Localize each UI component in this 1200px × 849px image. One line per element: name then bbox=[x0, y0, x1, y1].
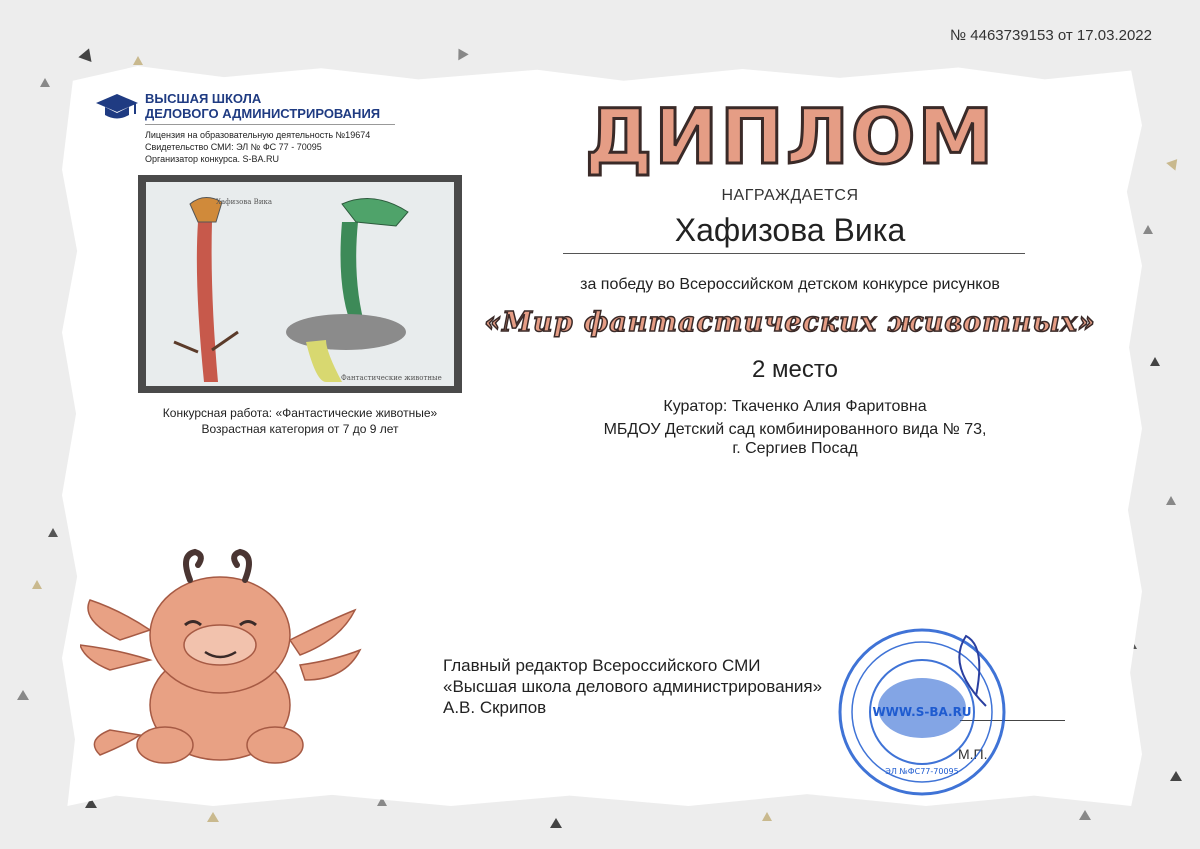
document-number: № 4463739153 от 17.03.2022 bbox=[950, 27, 1152, 44]
decor-triangle bbox=[48, 528, 58, 537]
decor-triangle bbox=[1143, 225, 1153, 234]
artwork-caption bbox=[110, 405, 490, 437]
age-category: Возрастная категория от 7 до 9 лет bbox=[201, 422, 399, 436]
decor-triangle bbox=[133, 56, 143, 65]
organizer-name bbox=[145, 91, 380, 121]
stamp-site-text: WWW.S-BA.RU bbox=[872, 705, 972, 719]
decor-triangle bbox=[1166, 155, 1182, 170]
decor-triangle bbox=[1150, 357, 1160, 366]
svg-text:Хафизова Вика: Хафизова Вика bbox=[216, 198, 273, 206]
organizer-name-line1: ВЫСШАЯ ШКОЛА bbox=[145, 91, 262, 106]
stamp-reg-text: ЭЛ №ФС77-70095 bbox=[885, 767, 959, 776]
svg-text:Фантастические животные: Фантастические животные bbox=[341, 374, 442, 382]
signer-position-line1: Главный редактор Всероссийского СМИ bbox=[443, 656, 761, 675]
recipient-underline bbox=[563, 253, 1025, 254]
decor-triangle bbox=[207, 812, 219, 822]
decor-triangle bbox=[1079, 810, 1091, 820]
institution-line1: МБДОУ Детский сад комбинированного вида № 73, bbox=[603, 421, 987, 438]
decor-triangle bbox=[17, 690, 29, 700]
decor-triangle bbox=[453, 46, 468, 61]
decor-triangle bbox=[1170, 771, 1182, 781]
diploma-title: ДИПЛОМ bbox=[584, 92, 996, 181]
certificate-text: Свидетельство СМИ: ЭЛ № ФС 77 - 70095 bbox=[145, 142, 322, 152]
decor-triangle bbox=[32, 580, 42, 589]
artwork-photo bbox=[146, 182, 454, 386]
decor-triangle bbox=[78, 46, 95, 62]
logo-divider bbox=[145, 124, 395, 125]
decor-triangle bbox=[762, 812, 772, 821]
decor-triangle bbox=[40, 78, 50, 87]
organizer-name-line2: ДЕЛОВОГО АДМИНИСТРИРОВАНИЯ bbox=[145, 106, 381, 121]
place-awarded: 2 место bbox=[752, 356, 838, 383]
dragon-mascot-illustration bbox=[80, 540, 365, 770]
decor-triangle bbox=[1166, 496, 1176, 505]
official-seal-stamp bbox=[836, 626, 1008, 798]
license-text: Лицензия на образовательную деятельность №19674 bbox=[145, 130, 371, 140]
curator-name: Куратор: Ткаченко Алия Фаритовна bbox=[663, 398, 927, 415]
stamp-mark-label: М.П. bbox=[958, 746, 988, 762]
artwork-title: Конкурсная работа: «Фантастические животные» bbox=[162, 406, 438, 420]
institution bbox=[540, 420, 1050, 458]
signer-name: А.В. Скрипов bbox=[443, 698, 547, 717]
decor-triangle bbox=[550, 818, 562, 828]
contest-organizer-text: Организатор конкурса. S-BA.RU bbox=[145, 154, 280, 164]
signer-position-line2: «Высшая школа делового администрирования» bbox=[443, 677, 823, 696]
awarded-label: НАГРАЖДАЕТСЯ bbox=[721, 187, 859, 204]
graduation-cap-icon bbox=[95, 92, 139, 122]
organizer-info bbox=[145, 129, 370, 165]
recipient-name: Хафизова Вика bbox=[674, 212, 906, 248]
award-reason: за победу во Всероссийском детском конкурсе рисунков bbox=[580, 276, 1000, 293]
institution-line2: г. Сергиев Посад bbox=[732, 440, 858, 457]
contest-name: «Мир фантастических животных» bbox=[484, 307, 1096, 338]
